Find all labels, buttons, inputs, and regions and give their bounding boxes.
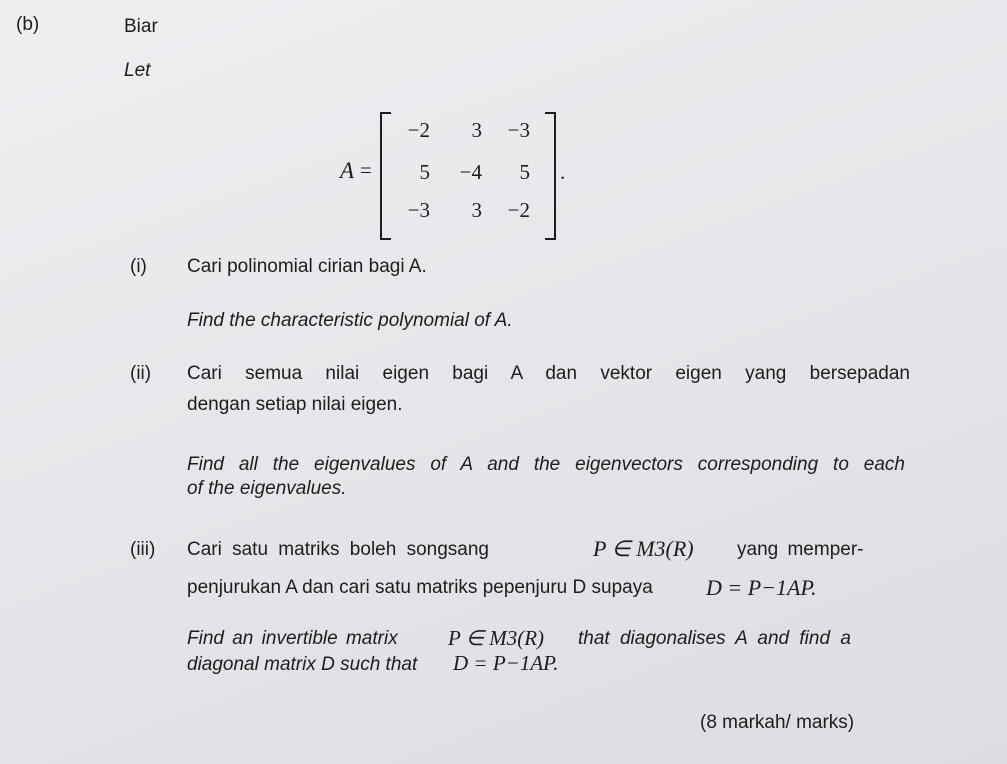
question-english: of the eigenvalues.: [187, 478, 347, 499]
matrix-equals: =: [360, 158, 372, 182]
question-english: Find the characteristic polynomial of A.: [187, 310, 513, 331]
matrix-cell: 5: [419, 160, 430, 184]
math-expression: D = P−1AP.: [453, 651, 559, 675]
math-expression: P ∈ M3(R): [593, 536, 694, 561]
question-malay: Cari satu matriks boleh songsang: [187, 539, 489, 560]
item-number: (iii): [130, 539, 156, 560]
marks-label: (8 markah/ marks): [700, 712, 855, 733]
question-malay: dengan setiap nilai eigen.: [187, 394, 403, 415]
math-expression: D = P−1AP.: [706, 575, 817, 600]
matrix-cell: −3: [407, 198, 430, 222]
math-expression: P ∈ M3(R): [448, 626, 545, 650]
matrix-period: .: [560, 160, 566, 184]
matrix-cell: −3: [507, 118, 530, 142]
heading-malay: Biar: [124, 16, 158, 37]
matrix-cell: −2: [407, 118, 430, 142]
question-english: that diagonalises A and find a: [578, 628, 851, 649]
question-malay: yang memper-: [737, 539, 864, 560]
question-english: Find all the eigenvalues of A and the eigenvectors corresponding to each: [187, 454, 905, 475]
matrix-cell: −2: [507, 198, 530, 222]
question-malay: Cari polinomial cirian bagi A.: [187, 256, 427, 277]
question-english: diagonal matrix D such that: [187, 654, 418, 675]
question-malay: Cari semua nilai eigen bagi A dan vektor eigen yang bersepadan: [187, 363, 910, 384]
matrix-left-bracket: [380, 112, 391, 240]
matrix-cell: −4: [459, 160, 482, 184]
matrix-a: [340, 112, 600, 242]
matrix-name: A: [340, 158, 355, 183]
heading-english: Let: [124, 60, 151, 81]
matrix-cell: 3: [471, 198, 482, 222]
part-label: (b): [16, 14, 40, 35]
question-malay: penjurukan A dan cari satu matriks pepenjuru D supaya: [187, 577, 653, 598]
matrix-right-bracket: [545, 112, 556, 240]
item-number: (ii): [130, 363, 152, 384]
matrix-cell: 3: [471, 118, 482, 142]
matrix-cell: 5: [519, 160, 530, 184]
question-english: Find an invertible matrix: [187, 628, 398, 649]
item-number: (i): [130, 256, 147, 277]
